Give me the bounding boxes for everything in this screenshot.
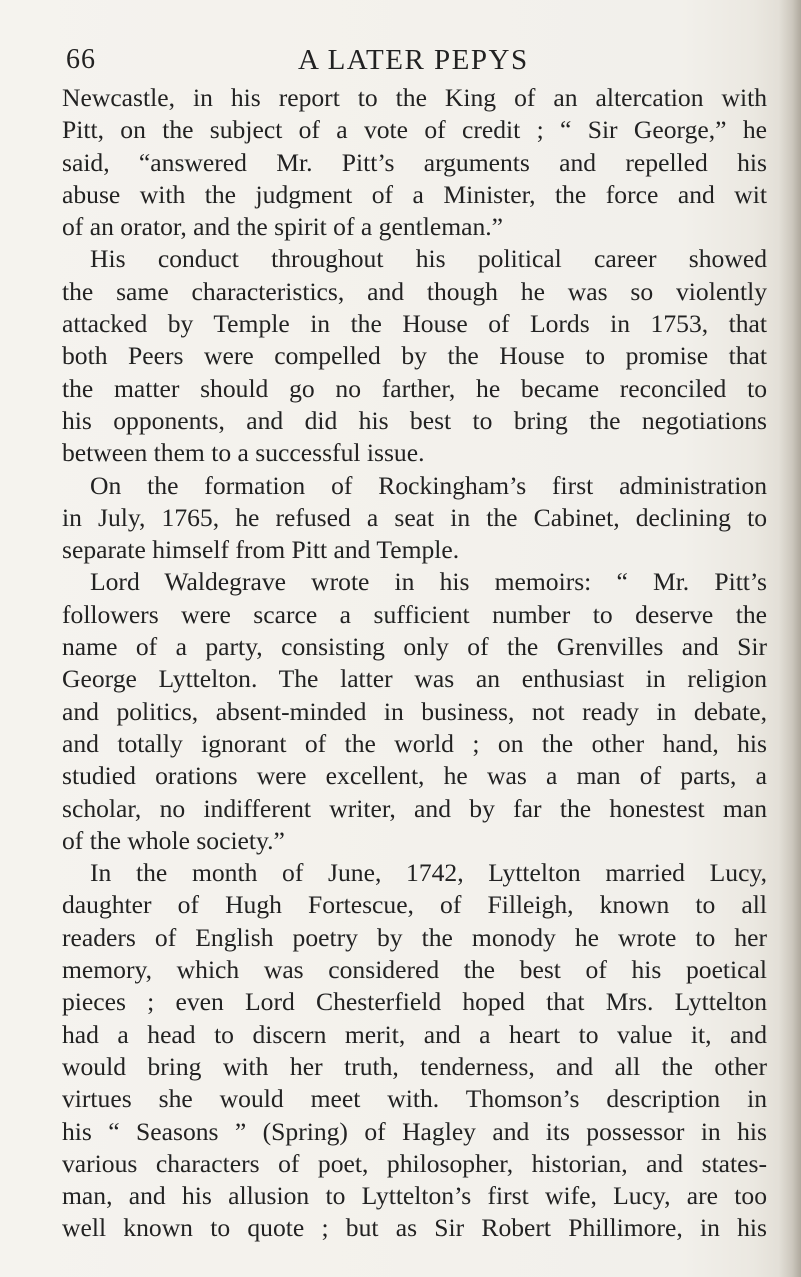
page-edge-shadow [779,0,801,1277]
text-line: Newcastle, in his report to the King of an altercation with [62,83,767,112]
text-line: had a head to discern merit, and a heart to value it, and [62,1019,767,1049]
text-line: pieces ; even Lord Chesterfield hoped that Mrs. Lyttelton [62,987,767,1017]
page-number: 66 [66,44,96,75]
text-line: abuse with the judgment of a Minister, the force and wit [62,179,767,209]
text-line: memory, which was considered the best of his poetical [62,955,767,985]
text-line: separate himself from Pitt and Temple. [62,535,460,565]
text-line: name of a party, consisting only of the Grenvilles and Sir [62,632,767,662]
text-line: In the month of June, 1742, Lyttelton married Lucy, [90,858,767,888]
text-line: well known to quote ; but as Sir Robert Phillimore, in his [62,1213,767,1243]
text-line: man, and his allusion to Lyttelton’s first wife, Lucy, are too [62,1181,767,1211]
text-line: His conduct throughout his political career showed [90,244,767,274]
text-line: in July, 1765, he refused a seat in the Cabinet, declining to [62,502,767,532]
text-line: virtues she would meet with. Thomson’s description in [62,1084,767,1114]
text-line: the same characteristics, and though he was so violently [62,276,767,306]
text-line: his “ Seasons ” (Spring) of Hagley and its possessor in his [62,1116,767,1146]
text-line: various characters of poet, philosopher, historian, and states- [62,1148,767,1178]
text-line: said, “answered Mr. Pitt’s arguments and repelled his [62,147,767,177]
text-line: attacked by Temple in the House of Lords in 1753, that [62,309,767,339]
text-line: of the whole society.” [62,825,285,855]
body-text [62,82,767,1245]
text-line: readers of English poetry by the monody he wrote to her [62,922,767,952]
text-line: followers were scarce a sufficient number to deserve the [62,599,767,629]
text-line: scholar, no indifferent writer, and by far the honestest man [62,793,767,823]
text-line: between them to a successful issue. [62,438,425,468]
text-line: daughter of Hugh Fortescue, of Filleigh, known to all [62,890,767,920]
text-line: and politics, absent-minded in business, not ready in debate, [62,696,767,726]
text-line: On the formation of Rockingham’s first administration [90,470,767,500]
text-line: studied orations were excellent, he was a man of parts, a [62,761,767,791]
text-line: the matter should go no farther, he became reconciled to [62,373,767,403]
text-line: of an orator, and the spirit of a gentleman.” [62,212,504,242]
text-line: and totally ignorant of the world ; on the other hand, his [62,728,767,758]
text-line: both Peers were compelled by the House to promise that [62,341,767,371]
running-title: A LATER PEPYS [298,44,529,76]
text-line: George Lyttelton. The latter was an enthusiast in religion [62,664,767,694]
text-line: Pitt, on the subject of a vote of credit ; “ Sir George,” he [62,115,767,145]
text-line: would bring with her truth, tenderness, and all the other [62,1051,767,1081]
running-head [66,44,766,84]
text-line: his opponents, and did his best to bring the negotiations [62,405,767,435]
text-line: Lord Waldegrave wrote in his memoirs: “ Mr. Pitt’s [90,567,767,597]
